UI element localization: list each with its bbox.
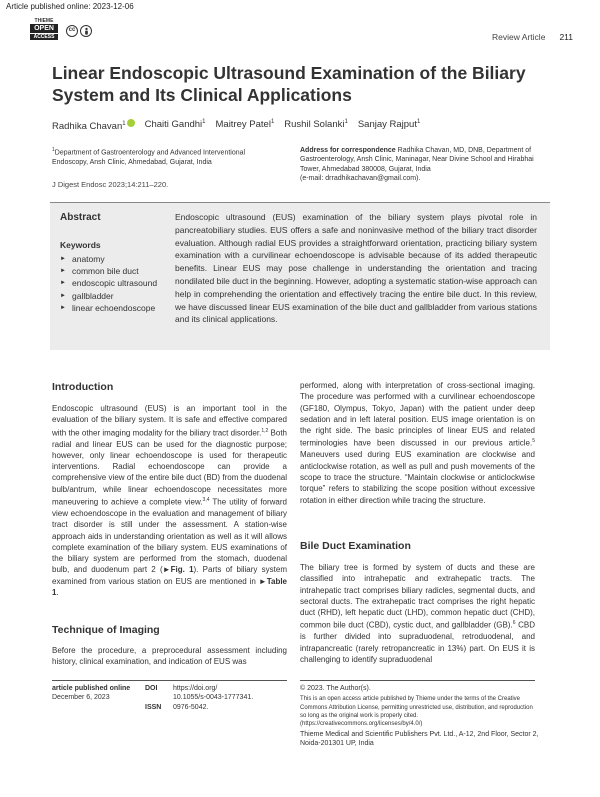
- author: Chaiti Gandhi$^1$: [144, 119, 206, 131]
- logo-line-2: OPEN: [30, 24, 58, 33]
- orcid-icon[interactable]: [127, 119, 135, 127]
- copyright-block: [300, 684, 540, 749]
- correspondence-email[interactable]: (e-mail: drradhikachavan@gmail.com).: [300, 174, 421, 182]
- figure-link[interactable]: ►Fig. 1: [162, 565, 194, 575]
- footer-divider-left: [52, 680, 287, 681]
- table-link[interactable]: ►Table 1: [52, 576, 287, 598]
- introduction-heading: Introduction: [52, 381, 114, 393]
- abstract-text: Endoscopic ultrasound (EUS) examination of the biliary system plays pivotal role in pancreatobiliary studies. EUS offers a safe and noninvasive method of the biliary tract disorder evaluation. Although radial EUS provides a straightforward orientation, practicing biliary system examination with a curvilinear echoendoscope is advisable because of its added therapeutic benefits. Linear EUS may pose challenge in understanding the orientation and tracing nondilated bile duct in the beginning. However, adopting a systematic station-wise approach can help in comprehending the orientation and effectively tracing the entire bile duct. In this review, we have discussed linear EUS examination of the bile duct and gallbladder from various stations and its clinical applications.: [175, 212, 537, 325]
- license-text: This is an open access article published by Thieme under the terms of the Creative Commons Attribution License, permitting unrestricted use, distribution, and reproduction so long as the original work is properly cited. (https://creativecommons.org/licenses/by/4.0/): [300, 696, 533, 727]
- author: Sanjay Rajput$^1$: [357, 119, 421, 131]
- article-title: Linear Endoscopic Ultrasound Examination of the Biliary System and Its Clinical Applications: [52, 63, 526, 105]
- author: Maitrey Patel$^1$: [215, 119, 275, 131]
- article-type: Review Article: [492, 32, 546, 42]
- logo-line-1: THIEME: [34, 18, 54, 24]
- publisher-address: Thieme Medical and Scientific Publishers Pvt. Ltd., A-12, 2nd Floor, Sector 2, Noida-201301 UP, India: [300, 731, 539, 748]
- keyword-item: ► common bile duct: [60, 265, 170, 277]
- keyword-item: ► gallbladder: [60, 290, 170, 302]
- correspondence-address: Address for correspondence Radhika Chavan, MD, DNB, Department of Gastroenterology, Ansh Clinic, Maninagar, Near Divine School and Hirabhai Tower, Ahmedabad 380008, Gujarat, India (e-mail: drradhikachavan@gmail.com).: [300, 147, 534, 182]
- keyword-item: ► anatomy: [60, 253, 170, 265]
- introduction-text: Endoscopic ultrasound (EUS) is an important tool in the evaluation of the biliary system. It is safe and effective compared with the other imaging modality for the biliary tract disorder.$^{1,2}$ Both radial and linear EUS can be used for the diagnostic purpose; however, only linear echoendoscope is used for therapeutic interventions. Radial echoendoscope can provide a comprehensive view of the entire bile duct (BD) from the duodenal bulb/antrum, while linear echoendoscope necessitates more maneuvering to achieve a complete view.$^{3,4}$ The utility of forward view echoendoscope in the evaluation and management of biliary tract disorder is still under the assessment. A station-wise approach aids in understanding orientation as well as it will allows complete examination of the biliary system. EUS examinations of the biliary system are performed from the stomach, duodenal bulb, and duodenum part 2 (►Fig. 1). Parts of biliary system examined from various station on EUS are mentioned in ►Table 1.: [52, 404, 287, 598]
- cc-icon: cc: [66, 25, 78, 37]
- keywords-heading: Keywords: [60, 240, 101, 250]
- by-icon: [80, 25, 92, 37]
- page-number: 211: [559, 32, 573, 42]
- footer-divider-right: [300, 680, 535, 681]
- bile-duct-heading: Bile Duct Examination: [300, 540, 411, 552]
- technique-heading: Technique of Imaging: [52, 624, 160, 636]
- bile-duct-text: The biliary tree is formed by system of ducts and these are classified into intrahepatic and extrahepatic tracts. The intrahepatic tract comprises biliary radicles, segmental ducts, and sectoral ducts. The extrahepatic tract comprises the right hepatic duct (RHD), left hepatic duct (LHD), common hepatic duct (CHD), common bile duct (CBD), cystic duct, and gallbladder (GB).$^6$ CBD is further divided into supraduodenal, retroduodenal, and intrapancreatic (rarely retropancreatic in 13%) part. On EUS it is challenging to identify supraduodenal: [300, 563, 535, 665]
- technique-text: Before the procedure, a preprocedural assessment including history, clinical examination, and indication of EUS was: [52, 646, 287, 667]
- logo-line-3: ACCESS: [30, 33, 58, 40]
- author: Rushil Solanki$^1$: [284, 119, 348, 131]
- abstract-heading: Abstract: [60, 212, 101, 223]
- published-online-note: Article published online: 2023-12-06: [6, 2, 134, 11]
- thieme-open-access-logo: [30, 18, 58, 42]
- keyword-item: ► endoscopic ultrasound: [60, 277, 170, 289]
- publication-info: article published online December 6, 2023: [52, 685, 131, 702]
- affiliation: $^1$Department of Gastroenterology and Advanced Interventional Endoscopy, Ansh Clinic, Ahmedabad, Gujarat, India: [52, 147, 246, 166]
- doi-issn-info: DOI https://doi.org/ 10.1055/s-0043-1777341. ISSN 0976-5042.: [145, 685, 254, 711]
- author: Radhika Chavan$^1$: [52, 119, 135, 132]
- running-header: [492, 32, 573, 42]
- license-icons: [66, 25, 92, 37]
- keyword-list: [60, 253, 170, 314]
- journal-citation: J Digest Endosc 2023;14:211–220.: [52, 180, 169, 189]
- doi-link[interactable]: https://doi.org/: [173, 685, 218, 692]
- copyright-line: © 2023. The Author(s).: [300, 685, 371, 692]
- keyword-item: ► linear echoendoscope: [60, 302, 170, 314]
- author-list: [52, 119, 420, 132]
- technique-continued-text: performed, along with interpretation of cross-sectional imaging. The procedure was performed with a curvilinear echoendoscope (GF180, Olympus, Tokyo, Japan) with the patient under deep sedation and in left lateral position. EUS image orientation is on the right side. The basic principles of linear EUS and related terminologies have been discussed in our previous article.$^5$ Maneuvers used during EUS examination are clockwise and anticlockwise rotation, as well as pull and push movements of the scope to trace the structure. “Maintain clockwise or anticlockwise torque” refers to stabilizing the scope position without excessive rotation in either direction while tracing the structure.: [300, 381, 535, 505]
